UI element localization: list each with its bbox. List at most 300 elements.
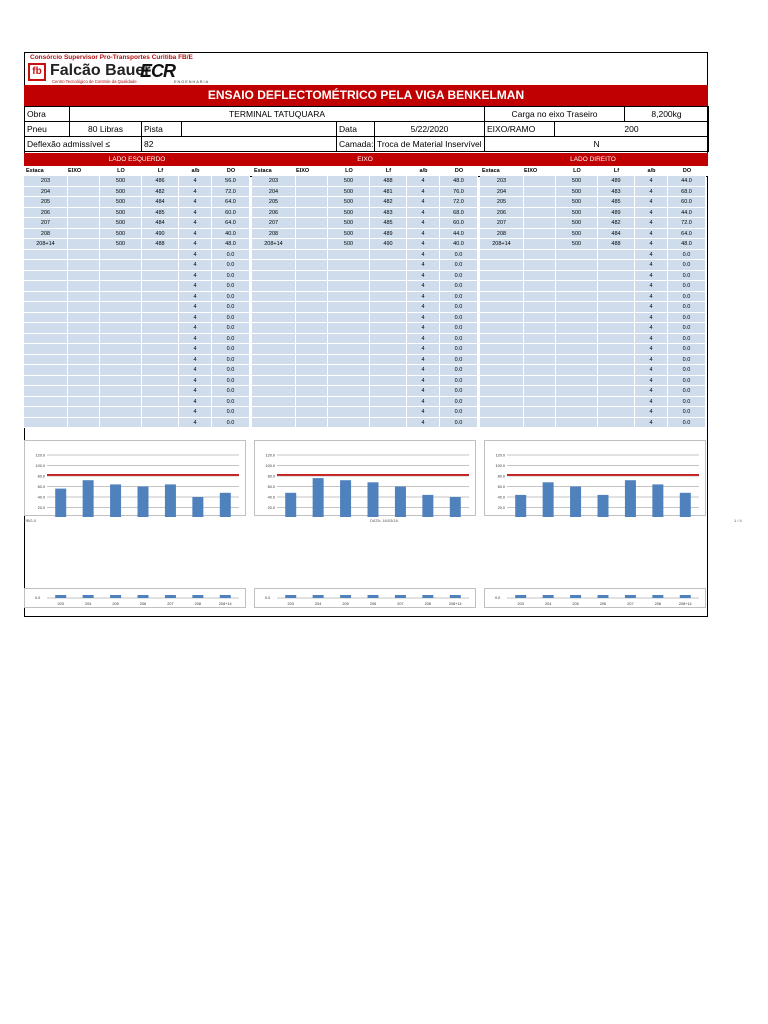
- table-cell: 206: [252, 208, 296, 219]
- column-header-right-4: a/b: [647, 168, 656, 174]
- bar-base: [220, 595, 231, 598]
- eixo-ramo-label: EIXO/RAMO: [485, 122, 555, 137]
- table-cell: 4: [179, 271, 212, 282]
- table-cell: [524, 365, 556, 376]
- table-row: [24, 218, 708, 229]
- chart-axis-strip-panel: [484, 588, 706, 608]
- table-cell: 60.0: [212, 208, 250, 219]
- table-cell: [142, 281, 179, 292]
- table-cell: 4: [407, 386, 440, 397]
- table-cell: [100, 302, 142, 313]
- table-cell: 500: [556, 239, 598, 250]
- table-cell: 4: [407, 323, 440, 334]
- table-cell: [68, 260, 100, 271]
- table-cell: [24, 302, 68, 313]
- table-cell: 4: [407, 355, 440, 366]
- table-cell: 0.0: [668, 323, 706, 334]
- table-cell: [24, 386, 68, 397]
- table-cell: 208+14: [480, 239, 524, 250]
- table-cell: 4: [635, 176, 668, 187]
- table-cell: [68, 292, 100, 303]
- table-cell: 0.0: [668, 386, 706, 397]
- bar-base: [110, 595, 121, 598]
- y-tick-label: 0.0: [265, 596, 271, 600]
- table-cell: 0.0: [212, 365, 250, 376]
- report-title: ENSAIO DEFLECTOMÉTRICO PELA VIGA BENKELMAN: [24, 85, 708, 106]
- table-cell: [100, 271, 142, 282]
- table-cell: [100, 250, 142, 261]
- table-row: [24, 313, 708, 324]
- bar: [220, 493, 231, 517]
- table-cell: 4: [407, 407, 440, 418]
- table-cell: 500: [556, 197, 598, 208]
- table-cell: 500: [556, 187, 598, 198]
- table-cell: [100, 418, 142, 429]
- y-tick-label: 100.0: [265, 464, 275, 468]
- table-cell: 0.0: [440, 376, 478, 387]
- table-cell: 64.0: [212, 197, 250, 208]
- table-cell: [480, 418, 524, 429]
- table-cell: [68, 302, 100, 313]
- table-cell: [598, 250, 635, 261]
- column-header-right-2: LO: [573, 168, 581, 174]
- table-cell: [524, 239, 556, 250]
- table-row: [24, 397, 708, 408]
- bar: [598, 495, 609, 517]
- ecr-logo: ECR: [140, 61, 176, 81]
- table-cell: [524, 355, 556, 366]
- table-cell: 4: [407, 292, 440, 303]
- table-cell: [24, 271, 68, 282]
- table-cell: 206: [24, 208, 68, 219]
- table-cell: 0.0: [440, 407, 478, 418]
- column-header-center-2: LO: [345, 168, 353, 174]
- table-cell: [556, 344, 598, 355]
- bar: [543, 482, 554, 517]
- table-cell: [296, 376, 328, 387]
- table-cell: 56.0: [212, 176, 250, 187]
- column-header-center-0: Estaca: [254, 168, 272, 174]
- table-cell: [100, 334, 142, 345]
- table-cell: [370, 397, 407, 408]
- bar-base: [422, 595, 433, 598]
- table-cell: 485: [598, 197, 635, 208]
- table-cell: 0.0: [668, 418, 706, 429]
- table-cell: 0.0: [440, 302, 478, 313]
- table-cell: 208+14: [24, 239, 68, 250]
- table-cell: [556, 281, 598, 292]
- report-header: [24, 52, 708, 86]
- data-value: 5/22/2020: [375, 122, 485, 137]
- table-cell: [370, 313, 407, 324]
- axis-svg: [255, 589, 477, 609]
- table-cell: [598, 281, 635, 292]
- table-cell: 4: [407, 365, 440, 376]
- table-cell: 482: [370, 197, 407, 208]
- x-tick-label: 203: [57, 602, 64, 606]
- table-cell: [68, 271, 100, 282]
- table-cell: 203: [252, 176, 296, 187]
- table-cell: [296, 397, 328, 408]
- table-cell: 500: [100, 187, 142, 198]
- table-cell: [142, 302, 179, 313]
- table-cell: [524, 418, 556, 429]
- table-cell: [370, 407, 407, 418]
- bar-base: [340, 595, 351, 598]
- section-header-bar: [24, 153, 708, 166]
- table-cell: [100, 365, 142, 376]
- table-cell: 4: [635, 302, 668, 313]
- table-cell: 4: [179, 197, 212, 208]
- table-cell: 208: [24, 229, 68, 240]
- section-center: EIXO: [357, 156, 373, 163]
- table-cell: 64.0: [668, 229, 706, 240]
- table-cell: 4: [407, 344, 440, 355]
- x-tick-label: 206: [139, 602, 147, 606]
- table-cell: [100, 355, 142, 366]
- table-cell: 4: [635, 397, 668, 408]
- table-cell: 76.0: [440, 187, 478, 198]
- table-cell: 482: [142, 187, 179, 198]
- y-tick-label: 20.0: [497, 506, 505, 510]
- column-header-center-4: a/b: [419, 168, 428, 174]
- table-cell: 0.0: [440, 397, 478, 408]
- table-cell: [24, 260, 68, 271]
- charts-area: [24, 436, 708, 516]
- table-cell: 0.0: [668, 271, 706, 282]
- table-cell: [328, 302, 370, 313]
- table-cell: [370, 281, 407, 292]
- x-tick-label: 208: [424, 602, 432, 606]
- table-cell: [556, 250, 598, 261]
- table-cell: [24, 397, 68, 408]
- table-cell: [598, 323, 635, 334]
- table-cell: [370, 302, 407, 313]
- pista-label: Pista: [142, 122, 182, 137]
- table-cell: 488: [598, 239, 635, 250]
- table-cell: [252, 281, 296, 292]
- table-cell: [370, 355, 407, 366]
- table-cell: 488: [370, 176, 407, 187]
- table-cell: [296, 239, 328, 250]
- table-cell: 208: [252, 229, 296, 240]
- deflexao-value: 82: [142, 137, 337, 152]
- table-cell: [252, 365, 296, 376]
- table-cell: 500: [328, 218, 370, 229]
- table-cell: [24, 344, 68, 355]
- table-cell: [296, 302, 328, 313]
- bar-base: [450, 595, 461, 598]
- table-cell: [68, 334, 100, 345]
- table-cell: 500: [100, 218, 142, 229]
- table-cell: 0.0: [668, 397, 706, 408]
- table-cell: [142, 313, 179, 324]
- table-cell: 490: [370, 239, 407, 250]
- bar-base: [598, 595, 609, 598]
- table-cell: [100, 260, 142, 271]
- deflection-chart: [254, 440, 476, 516]
- test-info-form: [24, 106, 709, 152]
- table-cell: 0.0: [668, 292, 706, 303]
- bar: [313, 478, 324, 517]
- table-cell: 0.0: [212, 292, 250, 303]
- bar: [515, 495, 526, 517]
- table-cell: 4: [179, 365, 212, 376]
- bar-base: [543, 595, 554, 598]
- y-tick-label: 40.0: [267, 495, 275, 500]
- table-cell: 500: [328, 176, 370, 187]
- chart-axis-strip-panel: [24, 588, 246, 608]
- table-cell: 72.0: [440, 197, 478, 208]
- table-cell: [524, 334, 556, 345]
- bar-base: [138, 595, 149, 598]
- table-cell: 4: [635, 355, 668, 366]
- table-cell: [370, 365, 407, 376]
- table-cell: [524, 323, 556, 334]
- table-cell: [480, 365, 524, 376]
- table-cell: [24, 365, 68, 376]
- table-cell: 0.0: [440, 355, 478, 366]
- bar: [368, 482, 379, 517]
- bar: [395, 487, 406, 518]
- y-tick-label: 80.0: [37, 474, 45, 479]
- table-row: [24, 197, 708, 208]
- table-row: [24, 365, 708, 376]
- chart-svg: [485, 441, 707, 517]
- table-cell: [370, 271, 407, 282]
- y-tick-label: 100.0: [495, 464, 505, 468]
- table-cell: [100, 281, 142, 292]
- table-cell: 4: [179, 397, 212, 408]
- table-cell: [524, 176, 556, 187]
- bar: [192, 497, 203, 517]
- section-right: LADO DIREITO: [570, 156, 616, 163]
- table-cell: [328, 334, 370, 345]
- table-cell: 0.0: [440, 271, 478, 282]
- table-cell: 0.0: [212, 313, 250, 324]
- table-cell: 0.0: [668, 281, 706, 292]
- table-cell: 4: [179, 334, 212, 345]
- table-cell: [68, 355, 100, 366]
- table-cell: 4: [407, 250, 440, 261]
- table-cell: [524, 187, 556, 198]
- table-cell: [252, 418, 296, 429]
- column-header-right-3: Lf: [613, 168, 620, 174]
- table-cell: [598, 376, 635, 387]
- table-cell: 4: [179, 407, 212, 418]
- table-cell: 500: [328, 187, 370, 198]
- table-cell: [480, 407, 524, 418]
- table-cell: 203: [24, 176, 68, 187]
- table-cell: [252, 271, 296, 282]
- falcao-bauer-logo-icon: fb: [28, 63, 46, 81]
- table-row: [24, 323, 708, 334]
- table-cell: [524, 292, 556, 303]
- x-tick-label: 204: [544, 602, 552, 606]
- table-cell: [524, 344, 556, 355]
- table-cell: 500: [100, 208, 142, 219]
- x-tick-label: 207: [627, 602, 634, 606]
- table-cell: [556, 407, 598, 418]
- table-cell: [598, 271, 635, 282]
- bar: [680, 493, 691, 517]
- table-cell: 490: [142, 229, 179, 240]
- table-cell: [480, 344, 524, 355]
- x-tick-label: 208+14: [218, 602, 232, 606]
- table-cell: [142, 323, 179, 334]
- table-cell: [142, 260, 179, 271]
- table-cell: [296, 208, 328, 219]
- column-header-center-5: DO: [454, 168, 464, 174]
- table-row: [24, 260, 708, 271]
- table-cell: 203: [480, 176, 524, 187]
- table-cell: 208: [480, 229, 524, 240]
- table-cell: [68, 418, 100, 429]
- table-cell: 500: [100, 239, 142, 250]
- table-cell: 4: [407, 187, 440, 198]
- table-cell: [598, 313, 635, 324]
- table-cell: [480, 386, 524, 397]
- table-cell: 4: [179, 260, 212, 271]
- y-tick-label: 0.0: [35, 596, 41, 600]
- table-cell: 0.0: [668, 302, 706, 313]
- table-cell: 60.0: [440, 218, 478, 229]
- table-cell: [100, 397, 142, 408]
- bar: [285, 493, 296, 517]
- bar: [450, 497, 461, 517]
- y-tick-label: 100.0: [35, 464, 45, 468]
- table-row: [24, 176, 708, 187]
- table-cell: [142, 407, 179, 418]
- table-cell: [556, 334, 598, 345]
- table-cell: 4: [179, 376, 212, 387]
- table-cell: 4: [179, 218, 212, 229]
- eixo-ramo-value: 200: [555, 122, 709, 137]
- column-header-left-5: DO: [226, 168, 236, 174]
- chart-axis-strip-panel: [254, 588, 476, 608]
- table-cell: [524, 260, 556, 271]
- pneu-label: Pneu: [25, 122, 70, 137]
- table-cell: [68, 386, 100, 397]
- table-cell: 4: [635, 407, 668, 418]
- table-cell: [328, 292, 370, 303]
- table-cell: 4: [635, 313, 668, 324]
- table-cell: 64.0: [212, 218, 250, 229]
- table-cell: [68, 197, 100, 208]
- table-cell: 500: [100, 197, 142, 208]
- table-cell: [252, 302, 296, 313]
- table-cell: 4: [179, 323, 212, 334]
- table-cell: [296, 344, 328, 355]
- table-cell: 4: [179, 250, 212, 261]
- table-cell: 500: [328, 197, 370, 208]
- table-cell: [252, 323, 296, 334]
- table-cell: 4: [179, 281, 212, 292]
- table-row: [24, 208, 708, 219]
- x-tick-label: 203: [517, 602, 524, 606]
- table-cell: 0.0: [440, 418, 478, 429]
- table-cell: [524, 376, 556, 387]
- deflection-chart: [484, 440, 706, 516]
- bar-base: [192, 595, 203, 598]
- ecr-subtitle: ENGENHARIA: [174, 80, 210, 84]
- table-cell: 4: [407, 302, 440, 313]
- deflexao-label: Deflexão admissível ≤: [25, 137, 142, 152]
- carga-label: Carga no eixo Traseiro: [485, 107, 625, 122]
- table-row: [24, 418, 708, 429]
- table-cell: 0.0: [212, 334, 250, 345]
- table-cell: [328, 271, 370, 282]
- table-cell: [480, 302, 524, 313]
- obra-label: Obra: [25, 107, 70, 122]
- table-cell: [480, 313, 524, 324]
- n-value: N: [485, 137, 709, 152]
- table-cell: [100, 344, 142, 355]
- table-cell: 4: [407, 208, 440, 219]
- table-cell: [524, 208, 556, 219]
- table-cell: 4: [635, 386, 668, 397]
- table-cell: 0.0: [212, 418, 250, 429]
- table-cell: 4: [179, 208, 212, 219]
- bar-base: [165, 595, 176, 598]
- table-cell: [556, 376, 598, 387]
- table-cell: 4: [635, 376, 668, 387]
- table-cell: 4: [179, 302, 212, 313]
- table-cell: 4: [179, 313, 212, 324]
- table-cell: [252, 313, 296, 324]
- table-cell: [100, 313, 142, 324]
- column-header-center-3: Lf: [385, 168, 392, 174]
- table-cell: [296, 218, 328, 229]
- table-cell: 4: [635, 208, 668, 219]
- bar: [570, 487, 581, 518]
- table-cell: 4: [179, 418, 212, 429]
- table-cell: 500: [328, 239, 370, 250]
- table-cell: [328, 365, 370, 376]
- table-cell: 60.0: [668, 197, 706, 208]
- bar: [625, 480, 636, 517]
- table-cell: [252, 250, 296, 261]
- column-header-left-2: LO: [117, 168, 125, 174]
- table-cell: [252, 397, 296, 408]
- table-cell: [142, 355, 179, 366]
- table-cell: 0.0: [668, 260, 706, 271]
- table-row: [24, 187, 708, 198]
- column-header-right-1: EIXO: [524, 168, 538, 174]
- table-cell: 4: [635, 281, 668, 292]
- table-cell: [24, 355, 68, 366]
- table-cell: [24, 407, 68, 418]
- table-cell: 72.0: [212, 187, 250, 198]
- table-cell: [598, 365, 635, 376]
- table-cell: 500: [100, 229, 142, 240]
- table-cell: 0.0: [668, 365, 706, 376]
- table-cell: [68, 208, 100, 219]
- table-cell: [370, 418, 407, 429]
- table-row: [24, 250, 708, 261]
- y-tick-label: 20.0: [37, 506, 45, 510]
- table-cell: 48.0: [440, 176, 478, 187]
- camada-value: Troca de Material Inservível: [375, 137, 485, 152]
- table-cell: 0.0: [668, 355, 706, 366]
- deflection-chart: [24, 440, 246, 516]
- table-cell: [252, 260, 296, 271]
- table-row: [24, 302, 708, 313]
- column-header-center-1: EIXO: [296, 168, 310, 174]
- table-row: [24, 239, 708, 250]
- table-cell: [68, 323, 100, 334]
- table-cell: [598, 407, 635, 418]
